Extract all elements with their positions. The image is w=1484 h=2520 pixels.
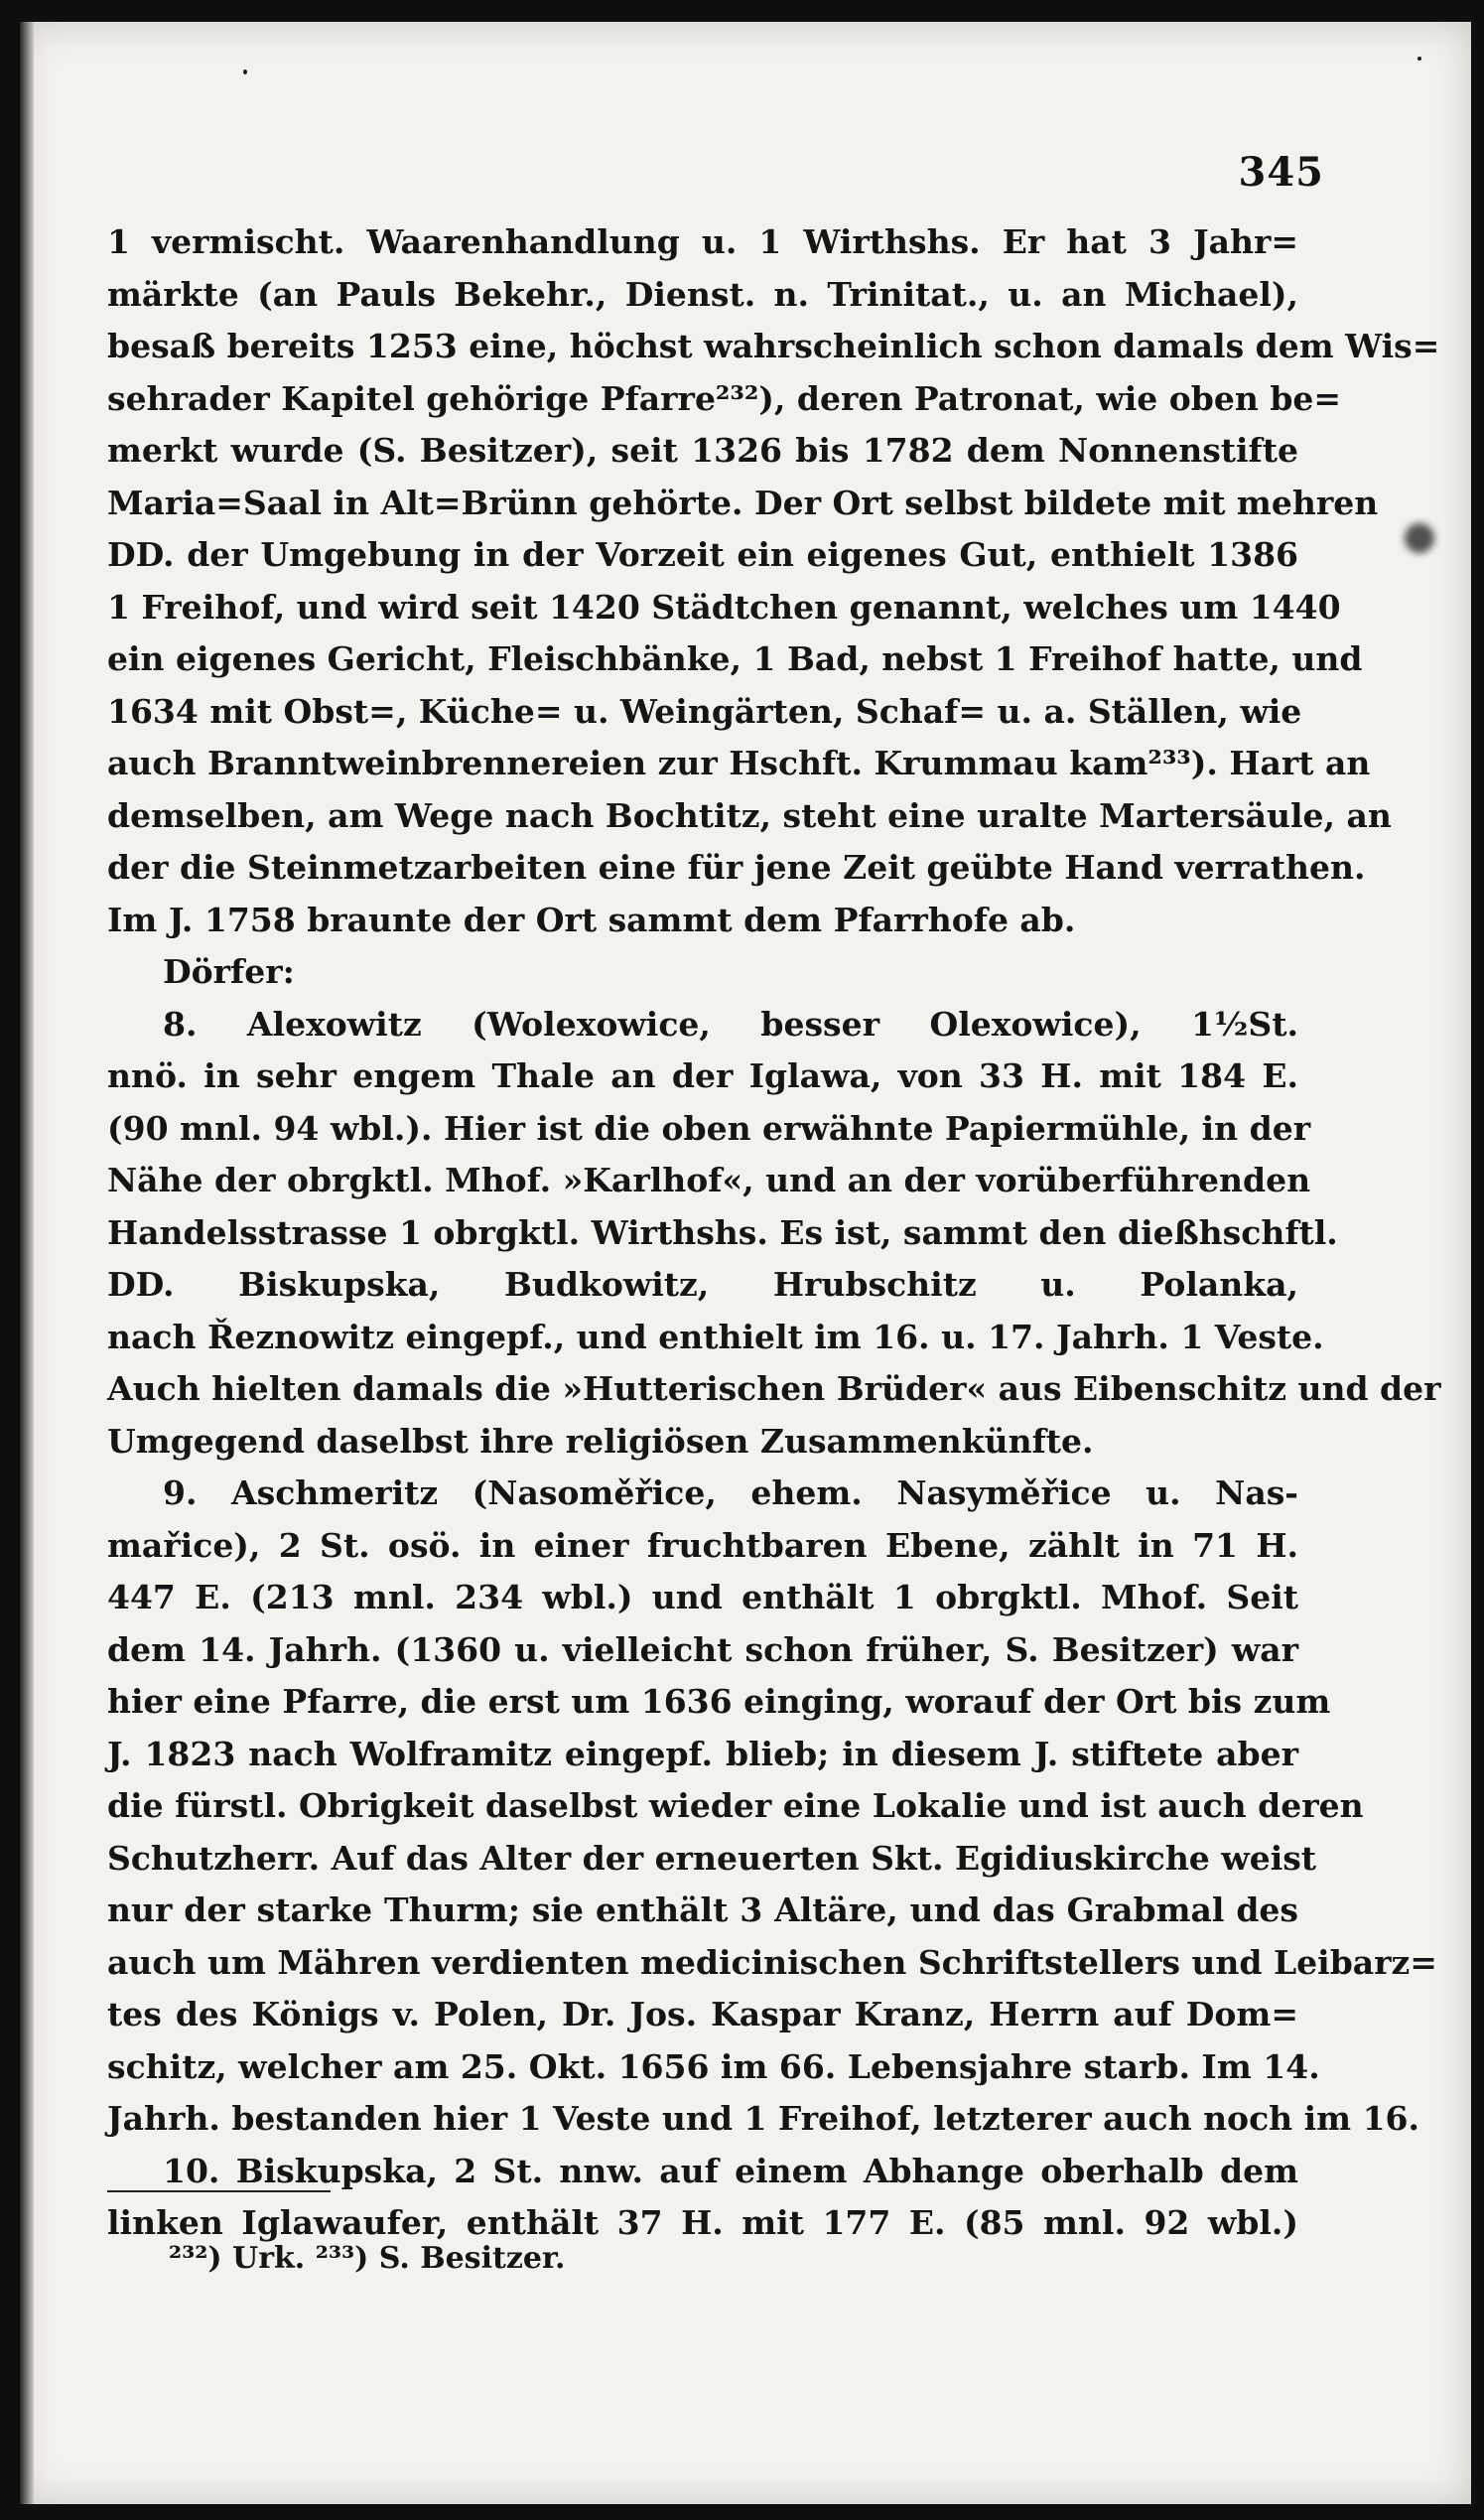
text-line: märkte (an Pauls Bekehr., Dienst. n. Trinitat., u. an Michael), — [107, 274, 1298, 314]
text-line: Schutzherr. Auf das Alter der erneuerten Skt. Egidiuskirche weist — [107, 1838, 1317, 1878]
text-line: dem 14. Jahrh. (1360 u. vielleicht schon früher, S. Besitzer) war — [107, 1629, 1298, 1669]
text-line: 9. Aschmeritz (Nasoměřice, ehem. Nasyměřice u. Nas- — [163, 1473, 1298, 1512]
text-line: Umgegend daselbst ihre religiösen Zusammenkünfte. — [107, 1421, 1094, 1461]
text-line: linken Iglawaufer, enthält 37 H. mit 177 E. (85 mnl. 92 wbl.) — [107, 2203, 1298, 2242]
body-text — [107, 216, 1441, 2250]
text-line: 447 E. (213 mnl. 234 wbl.) und enthält 1 obrgktl. Mhof. Seit — [107, 1578, 1298, 1616]
text-line: 10. Biskupska, 2 St. nnw. auf einem Abhange oberhalb dem — [163, 2151, 1298, 2190]
book-page — [20, 22, 1471, 2504]
ink-speck — [1417, 57, 1421, 61]
text-line: mařice), 2 St. osö. in einer fruchtbaren Ebene, zählt in 71 H. — [107, 1525, 1298, 1565]
text-line: ein eigenes Gericht, Fleischbänke, 1 Bad, nebst 1 Freihof hatte, und — [107, 639, 1363, 678]
ink-speck — [243, 70, 247, 74]
text-line: nnö. in sehr engem Thale an der Iglawa, von 33 H. mit 184 E. — [107, 1056, 1298, 1095]
text-line: auch Branntweinbrennereien zur Hschft. Krummau kam²³³). Hart an — [107, 744, 1371, 782]
text-line: 1 Freihof, und wird seit 1420 Städtchen genannt, welches um 1440 — [107, 587, 1341, 627]
text-line: Jahrh. bestanden hier 1 Veste und 1 Freihof, letzterer auch noch im 16. — [107, 2099, 1419, 2138]
page-edge-shadow — [20, 22, 34, 2504]
text-line: die fürstl. Obrigkeit daselbst wieder eine Lokalie und ist auch deren — [107, 1786, 1364, 1825]
text-line: DD. der Umgebung in der Vorzeit ein eigenes Gut, enthielt 1386 — [107, 535, 1298, 574]
text-line: der die Steinmetzarbeiten eine für jene Zeit geübte Hand verrathen. — [107, 848, 1366, 887]
text-line: 1 vermischt. Waarenhandlung u. 1 Wirthshs. Er hat 3 Jahr= — [107, 222, 1298, 261]
text-line: 1634 mit Obst=, Küche= u. Weingärten, Schaf= u. a. Ställen, wie — [107, 691, 1302, 731]
text-line: schitz, welcher am 25. Okt. 1656 im 66. Lebensjahre starb. Im 14. — [107, 2046, 1320, 2086]
text-line: J. 1823 nach Wolframitz eingepf. blieb; in diesem J. stiftete aber — [107, 1734, 1298, 1773]
text-line: Dörfer: — [163, 952, 295, 991]
text-line: tes des Königs v. Polen, Dr. Jos. Kaspar Kranz, Herrn auf Dom= — [107, 1995, 1298, 2033]
text-line: hier eine Pfarre, die erst um 1636 einging, worauf der Ort bis zum — [107, 1682, 1331, 1721]
text-line: sehrader Kapitel gehörige Pfarre²³²), deren Patronat, wie oben be= — [107, 378, 1342, 418]
text-line: 8. Alexowitz (Wolexowice, besser Olexowice), 1½St. — [163, 1004, 1298, 1044]
text-line: Auch hielten damals die »Hutterischen Brüder« aus Eibenschitz und der — [107, 1369, 1441, 1408]
footnote: ²³²) Urk. ²³³) S. Besitzer. — [169, 2241, 566, 2276]
text-line: Maria=Saal in Alt=Brünn gehörte. Der Ort selbst bildete mit mehren — [107, 483, 1379, 522]
text-line: auch um Mähren verdienten medicinischen Schriftstellers und Leibarz= — [107, 1942, 1437, 1982]
text-line: nach Řeznowitz eingepf., und enthielt im 16. u. 17. Jahrh. 1 Veste. — [107, 1317, 1324, 1356]
text-line: merkt wurde (S. Besitzer), seit 1326 bis 1782 dem Nonnenstifte — [107, 431, 1298, 470]
footnote-divider — [107, 2190, 331, 2192]
text-line: DD. Biskupska, Budkowitz, Hrubschitz u. Polanka, — [107, 1265, 1298, 1304]
text-line: Handelsstrasse 1 obrgktl. Wirthshs. Es ist, sammt den dießhschftl. — [107, 1212, 1338, 1252]
text-line: demselben, am Wege nach Bochtitz, steht eine uralte Martersäule, an — [107, 795, 1392, 835]
text-line: Nähe der obrgktl. Mhof. »Karlhof«, und an der vorüberführenden — [107, 1161, 1311, 1199]
text-line: (90 mnl. 94 wbl.). Hier ist die oben erwähnte Papiermühle, in der — [107, 1108, 1311, 1148]
text-line: nur der starke Thurm; sie enthält 3 Altäre, und das Grabmal des — [107, 1890, 1298, 1929]
text-line: besaß bereits 1253 eine, höchst wahrscheinlich schon damals dem Wis= — [107, 327, 1440, 365]
text-line: Im J. 1758 braunte der Ort sammt dem Pfarrhofe ab. — [107, 900, 1076, 939]
ink-speck — [1405, 523, 1434, 553]
page-number: 345 — [1238, 149, 1324, 196]
